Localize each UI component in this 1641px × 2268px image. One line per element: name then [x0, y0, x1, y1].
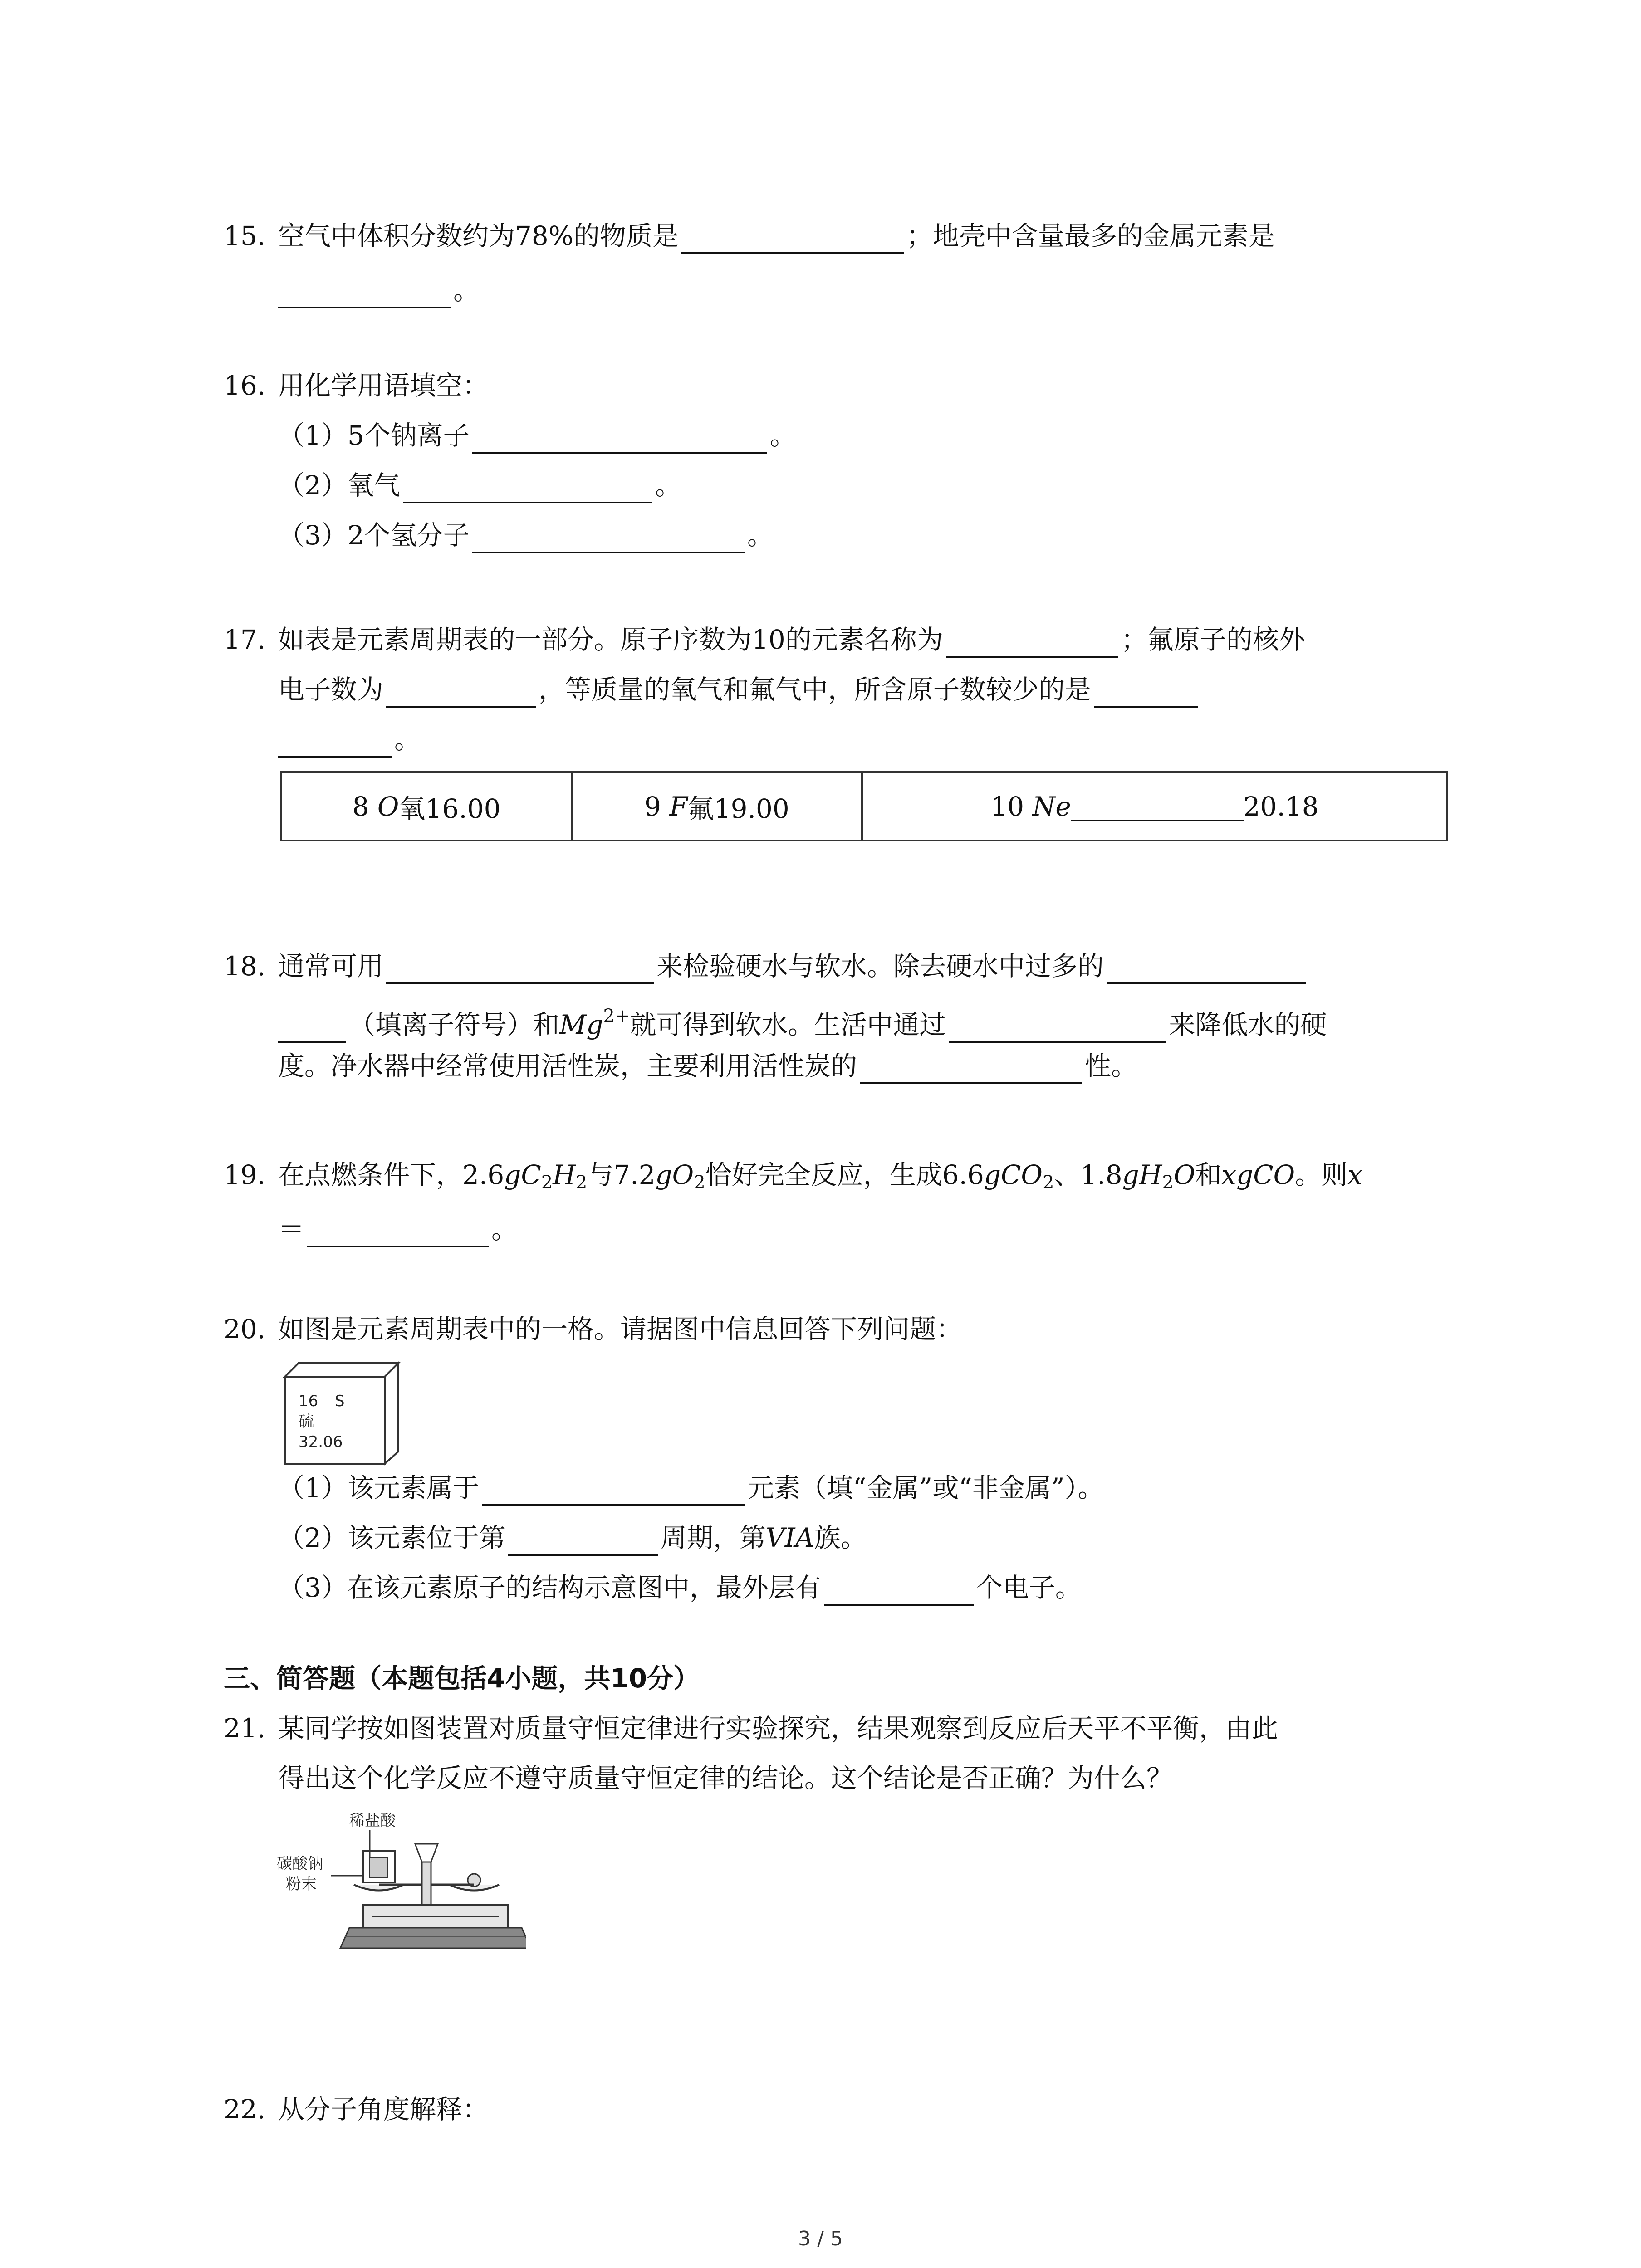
q15-line1: 15. 空气中体积分数约为78%的物质是 ；地壳中含量最多的金属元素是	[224, 218, 1275, 254]
q18-line3: 度。净水器中经常使用活性炭，主要利用活性炭的 性。	[278, 1048, 1137, 1084]
card-symbol: S	[335, 1392, 345, 1410]
q16-number: 16.	[224, 370, 266, 401]
section-3-heading: 三、简答题（本题包括4小题，共10分）	[224, 1663, 700, 1694]
q19-number: 19.	[224, 1159, 266, 1190]
q16-blank-2[interactable]	[403, 474, 652, 503]
q16-part1: （1）5个钠离子 。	[278, 417, 796, 454]
card-name: 硫	[299, 1413, 314, 1431]
q20-number: 20.	[224, 1314, 266, 1344]
q17-blank-1[interactable]	[946, 628, 1118, 658]
q20-blank-3[interactable]	[824, 1576, 974, 1606]
q17-blank-3a[interactable]	[1094, 678, 1198, 708]
q21-line2: 得出这个化学反应不遵守质量守恒定律的结论。这个结论是否正确？为什么？	[278, 1763, 1173, 1794]
q16-blank-3[interactable]	[472, 523, 745, 553]
q21-line1: 21. 某同学按如图装置对质量守恒定律进行实验探究，结果观察到反应后天平不平衡，由此	[224, 1710, 1278, 1746]
table-cell-fluorine: 9 F 氟19.00	[573, 773, 863, 840]
q17-blank-3b[interactable]	[278, 728, 392, 758]
q18-line1: 18. 通常可用 来检验硬水与软水。除去硬水中过多的	[224, 948, 1309, 984]
table-cell-neon: 10 Ne 20.18	[990, 791, 1319, 822]
q17-line1: 17. 如表是元素周期表的一部分。原子序数为10的元素名称为 ；氟原子的核外	[224, 621, 1305, 658]
q22-number: 22.	[224, 2094, 266, 2125]
q20-part3: （3）在该元素原子的结构示意图中，最外层有 个电子。	[278, 1569, 1082, 1606]
balance-experiment-figure	[272, 1808, 526, 1957]
q15-blank-2[interactable]	[278, 279, 451, 308]
q17-blank-2[interactable]	[386, 678, 536, 708]
q18-blank-3[interactable]	[949, 1013, 1166, 1043]
q19-line2: ＝ 。	[278, 1211, 518, 1247]
page-number: 3 / 5	[798, 2227, 843, 2250]
periodic-table-row	[280, 771, 1448, 841]
table-cell-oxygen: 8 O 氧16.00	[282, 773, 573, 840]
label-powder: 粉末	[286, 1875, 317, 1893]
label-dilute-hcl: 稀盐酸	[349, 1812, 396, 1830]
card-number: 16	[299, 1392, 318, 1410]
q20-part2: （2）该元素位于第 周期，第VIA族。	[278, 1520, 867, 1556]
q19-blank[interactable]	[307, 1217, 489, 1247]
q16-part3: （3）2个氢分子 。	[278, 517, 774, 553]
q20-part1: （1）该元素属于 元素（填“金属”或“非金属”）。	[278, 1470, 1104, 1506]
q18-blank-4[interactable]	[860, 1054, 1082, 1084]
q18-number: 18.	[224, 951, 266, 982]
q18-blank-1[interactable]	[386, 954, 654, 984]
q22-line1: 22. 从分子角度解释：	[224, 2091, 489, 2127]
q20-blank-2[interactable]	[508, 1526, 658, 1556]
q17-line2: 电子数为 ，等质量的氧气和氟气中，所含原子数较少的是	[278, 671, 1201, 708]
q17-number: 17.	[224, 624, 266, 655]
label-sodium-carbonate: 碳酸钠	[277, 1855, 323, 1873]
q18-line2: （填离子符号）和$Mg^{2+}$就可得到软水。生活中通过 来降低水的硬	[278, 998, 1327, 1043]
element-card-figure	[280, 1359, 407, 1467]
q16-blank-1[interactable]	[472, 424, 767, 454]
q16-stem: 16. 用化学用语填空：	[224, 367, 489, 404]
table-neon-blank[interactable]	[1071, 792, 1244, 821]
q20-stem: 20. 如图是元素周期表中的一格。请据图中信息回答下列问题：	[224, 1311, 962, 1347]
q15-number: 15.	[224, 220, 266, 251]
card-mass: 32.06	[299, 1433, 343, 1451]
q18-blank-2a[interactable]	[1107, 954, 1306, 984]
q15-line2: 。	[278, 272, 480, 308]
q19-line1: 19. 在点燃条件下，$2.6gC_2H_2$与$7.2gO_2$恰好完全反应，生成6.6gCO$_2$、$1.8gH_2O$和xgCO。则x	[224, 1157, 1362, 1201]
q20-blank-1[interactable]	[482, 1476, 745, 1506]
q21-number: 21.	[224, 1713, 266, 1744]
q18-blank-2b[interactable]	[278, 1013, 346, 1043]
q17-line3: 。	[278, 721, 421, 758]
q15-blank-1[interactable]	[681, 224, 904, 254]
q16-part2: （2）氧气 。	[278, 467, 681, 503]
